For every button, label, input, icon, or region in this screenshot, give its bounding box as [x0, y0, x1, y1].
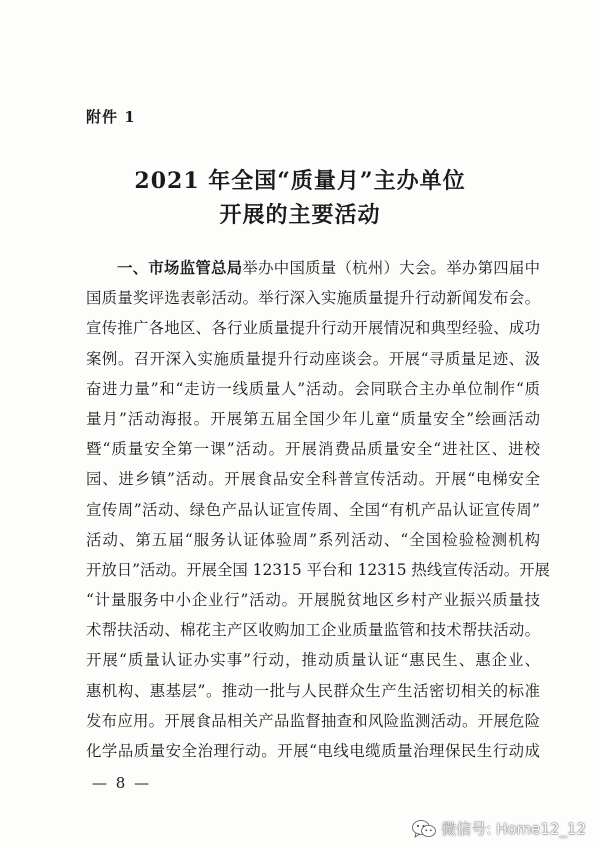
- body-line: 发布应用。开展食品相关产品监督抽查和风险监测活动。开展危险: [86, 711, 540, 730]
- body-line: 宣传周”活动、绿色产品认证宣传周、全国“有机产品认证宣传周”: [86, 500, 540, 519]
- body-line: 奋进力量”和“走访一线质量人”活动。会同联合主办单位制作“质: [86, 379, 540, 398]
- body-line: 惠机构、惠基层”。推动一批与人民群众生产生活密切相关的标准: [86, 681, 540, 700]
- body-line: 量月”活动海报。开展第五届全国少年儿童“质量安全”绘画活动: [86, 409, 540, 428]
- body-line: 国质量奖评选表彰活动。举行深入实施质量提升行动新闻发布会。: [86, 289, 540, 308]
- body-line: 开展“质量认证办实事”行动，推动质量认证“惠民生、惠企业、: [86, 651, 540, 670]
- document-title-line2: 开展的主要活动: [219, 202, 381, 228]
- body-line: 宣传推广各地区、各行业质量提升行动开展情况和典型经验、成功: [86, 319, 540, 338]
- body-line: 活动、第五届“服务认证体验周”系列活动、“全国检验检测机构: [86, 530, 540, 549]
- body-line: 化学品质量安全治理行动。开展“电线电缆质量治理保民生行动成: [86, 742, 540, 760]
- page-number: — 8 —: [92, 774, 152, 792]
- watermark-text: 微信号: Home12_12: [441, 820, 586, 838]
- wechat-watermark: [411, 818, 586, 839]
- body-line: 开放日”活动。开展全国 12315 平台和 12315 热线宣传活动。开展: [86, 560, 550, 579]
- body-line: 一、市场监管总局举办中国质量（杭州）大会。举办第四届中: [117, 259, 540, 277]
- body-line: 园、进乡镇”活动。开展食品安全科普宣传活动。开展“电梯安全: [86, 470, 540, 489]
- body-line: 案例。召开深入实施质量提升行动座谈会。开展“寻质量足迹、汲: [86, 349, 540, 368]
- section-heading: 一、市场监管总局: [117, 259, 243, 277]
- wechat-icon: [411, 819, 437, 839]
- document-body: [86, 253, 550, 766]
- document-title-line1: 2021 年全国“质量月”主办单位: [134, 168, 466, 194]
- body-line: 暨“质量安全第一课”活动。开展消费品质量安全“进社区、进校: [86, 440, 540, 459]
- body-line: 术帮扶活动、棉花主产区收购加工企业质量监管和技术帮扶活动。: [86, 621, 540, 640]
- attachment-label: 附件 1: [86, 108, 136, 126]
- body-line: “计量服务中小企业行”活动。开展脱贫地区乡村产业振兴质量技: [86, 591, 540, 610]
